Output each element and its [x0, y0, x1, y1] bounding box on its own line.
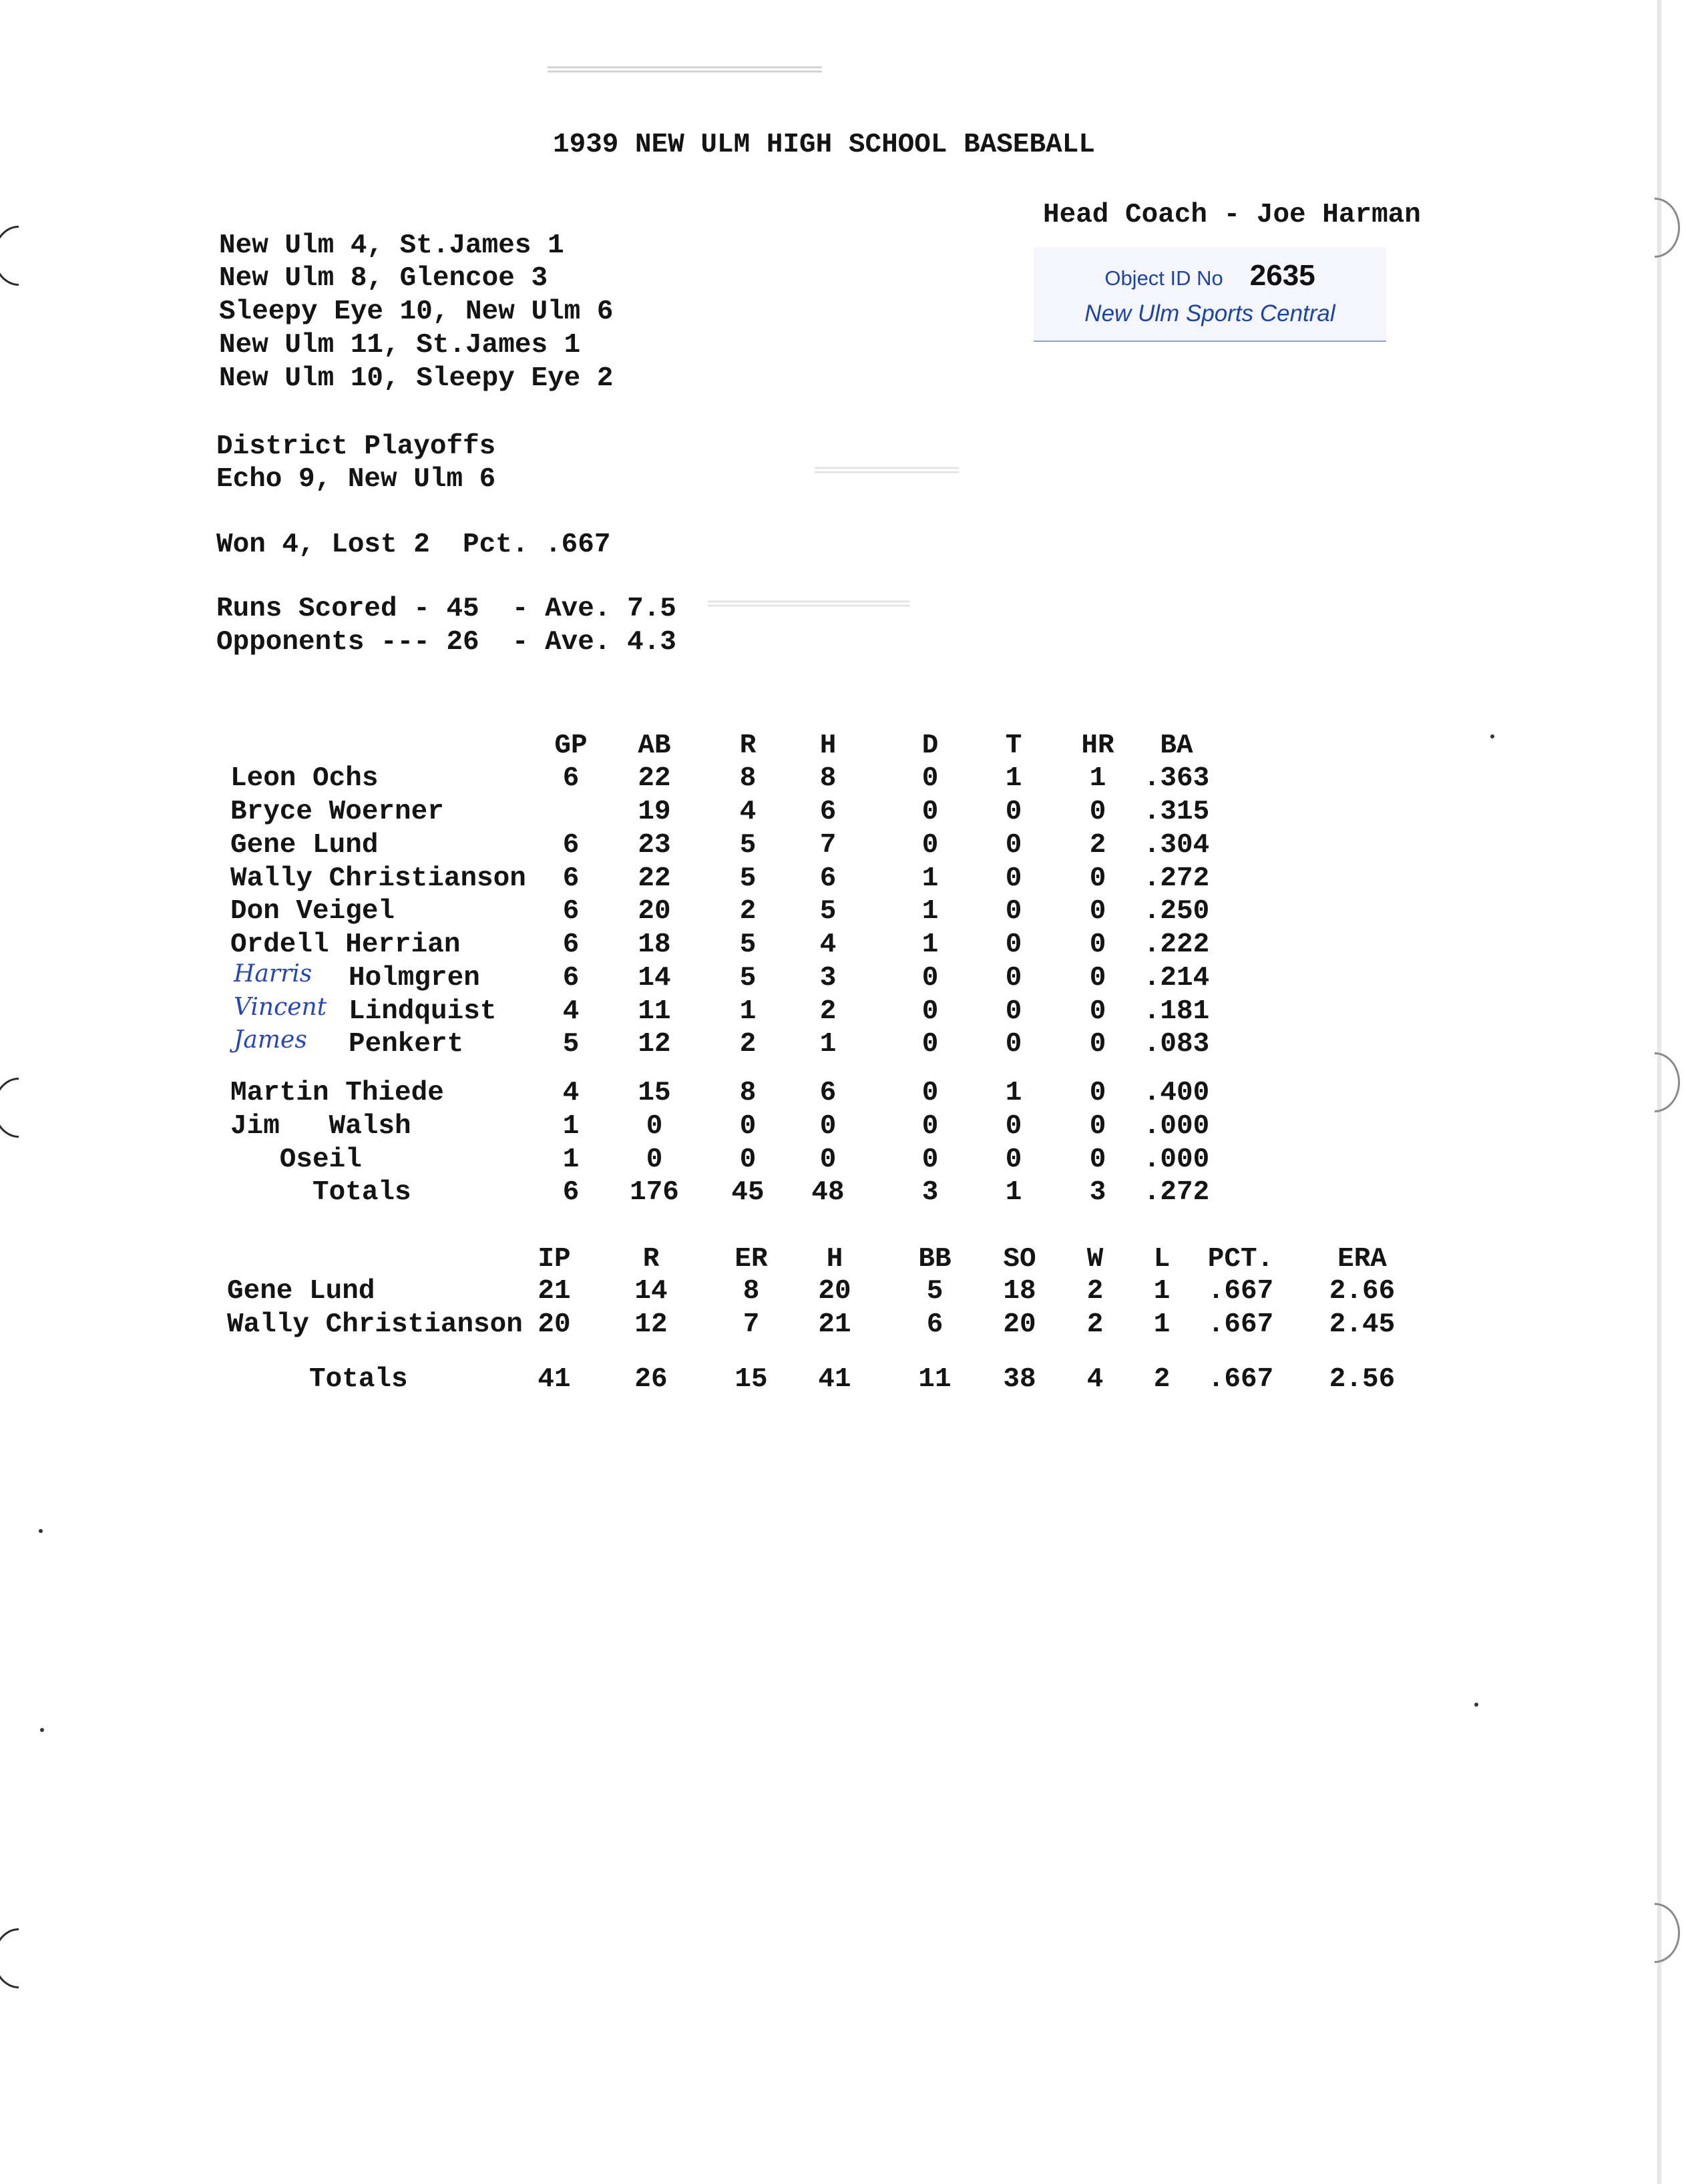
batting-cell: 6 — [562, 929, 580, 960]
batting-cell: 0 — [819, 1111, 837, 1142]
batting-cell: 6 — [819, 863, 837, 894]
pitching-cell: 12 — [634, 1309, 668, 1340]
paper-speck — [39, 1529, 43, 1533]
batting-cell: 8 — [739, 1078, 757, 1108]
pitching-cell: 41 — [818, 1364, 851, 1395]
pitching-cell: 1 — [1153, 1309, 1171, 1340]
pitching-header: SO — [1003, 1244, 1036, 1275]
batting-cell: .250 — [1143, 896, 1210, 927]
page-title: 1939 NEW ULM HIGH SCHOOL BASEBALL — [553, 130, 1095, 160]
batting-header-h: H — [819, 730, 837, 761]
batting-cell: 0 — [646, 1144, 663, 1175]
batting-cell: 11 — [638, 996, 671, 1027]
binder-hole — [0, 1078, 44, 1138]
pitching-cell: 14 — [634, 1276, 668, 1307]
pitching-header: W — [1086, 1244, 1104, 1275]
season-record: Won 4, Lost 2 Pct. .667 — [216, 529, 611, 560]
batting-cell: 0 — [921, 830, 939, 861]
batting-cell: 0 — [1005, 1111, 1022, 1142]
batting-header-gp: GP — [554, 730, 588, 761]
batting-cell: .000 — [1143, 1111, 1210, 1142]
batting-cell: 8 — [739, 763, 757, 794]
batting-cell: 0 — [921, 963, 939, 994]
batting-cell: 0 — [1089, 929, 1106, 960]
batting-cell: 18 — [638, 929, 671, 960]
pitching-cell: .667 — [1207, 1276, 1274, 1307]
batting-cell: 22 — [638, 863, 671, 894]
binder-hole — [1629, 1903, 1680, 1963]
batting-cell: 0 — [1005, 863, 1022, 894]
batting-header-ab: AB — [638, 730, 671, 761]
batting-cell: 1 — [819, 1029, 837, 1060]
pitching-cell: 2.56 — [1329, 1364, 1396, 1395]
batting-header-hr: HR — [1081, 730, 1114, 761]
batting-cell: 3 — [819, 963, 837, 994]
batting-cell: 20 — [638, 896, 671, 927]
batting-header-r: R — [739, 730, 757, 761]
batting-cell: 1 — [1089, 763, 1106, 794]
batting-cell: 0 — [1005, 896, 1022, 927]
batting-cell: 0 — [819, 1144, 837, 1175]
batting-cell: 2 — [739, 1029, 757, 1060]
batting-cell: 1 — [1005, 1177, 1022, 1208]
batting-player-name: Holmgren — [349, 963, 480, 994]
batting-cell: 0 — [921, 1111, 939, 1142]
object-id-prefix: Object ID No — [1104, 266, 1223, 290]
batting-cell: .272 — [1143, 1177, 1210, 1208]
pitching-player-name: Totals — [227, 1364, 408, 1395]
pitching-cell: 6 — [926, 1309, 943, 1340]
batting-cell: 0 — [1089, 1144, 1106, 1175]
batting-player-name: Lindquist — [349, 996, 497, 1027]
batting-cell: 12 — [638, 1029, 671, 1060]
batting-cell: 0 — [921, 1078, 939, 1108]
batting-player-name: Leon Ochs — [230, 763, 379, 794]
batting-cell: 8 — [819, 763, 837, 794]
game-result: New Ulm 8, Glencoe 3 — [219, 263, 548, 294]
batting-player-name: Gene Lund — [230, 830, 379, 861]
head-coach: Head Coach - Joe Harman — [1043, 200, 1421, 230]
batting-cell: 3 — [1089, 1177, 1106, 1208]
pitching-cell: 7 — [743, 1309, 760, 1340]
batting-cell: 176 — [630, 1177, 679, 1208]
batting-cell: 6 — [562, 863, 580, 894]
batting-cell: .304 — [1143, 830, 1210, 861]
batting-player-name: Martin Thiede — [230, 1078, 444, 1108]
batting-cell: 0 — [1089, 896, 1106, 927]
batting-cell: 4 — [819, 929, 837, 960]
batting-cell: 19 — [638, 797, 671, 827]
batting-cell: 0 — [1089, 1111, 1106, 1142]
runs-scored: Runs Scored - 45 - Ave. 7.5 — [216, 594, 676, 624]
game-result: New Ulm 11, St.James 1 — [219, 330, 581, 361]
batting-cell: 5 — [739, 830, 757, 861]
pitching-cell: 2.66 — [1329, 1276, 1396, 1307]
batting-cell: 23 — [638, 830, 671, 861]
batting-cell: 45 — [731, 1177, 765, 1208]
binder-hole — [1629, 198, 1680, 258]
binder-hole — [0, 226, 44, 286]
batting-cell: 2 — [819, 996, 837, 1027]
binder-hole — [0, 1928, 44, 1988]
batting-player-name: Totals — [230, 1177, 411, 1208]
batting-cell: 1 — [921, 929, 939, 960]
pitching-cell: 18 — [1003, 1276, 1036, 1307]
batting-cell: 1 — [1005, 1078, 1022, 1108]
game-result: New Ulm 10, Sleepy Eye 2 — [219, 363, 614, 394]
pitching-header: ERA — [1337, 1244, 1387, 1275]
bleed-through-text: ══════════════ — [708, 589, 910, 616]
batting-header-t: T — [1005, 730, 1022, 761]
pitching-cell: 20 — [538, 1309, 571, 1340]
batting-player-name: Don Veigel — [230, 896, 395, 927]
pitching-header: R — [642, 1244, 660, 1275]
pitching-cell: 38 — [1003, 1364, 1036, 1395]
pitching-cell: 21 — [538, 1276, 571, 1307]
batting-cell: 5 — [739, 929, 757, 960]
batting-player-name: Oseil — [230, 1144, 362, 1175]
handwritten-first-name: James — [234, 1026, 307, 1054]
pitching-cell: 2 — [1153, 1364, 1171, 1395]
batting-cell: 0 — [921, 1029, 939, 1060]
pitching-header: L — [1153, 1244, 1171, 1275]
batting-cell: .400 — [1143, 1078, 1210, 1108]
batting-cell: 6 — [562, 830, 580, 861]
batting-player-name: Wally Christianson — [230, 863, 526, 894]
batting-player-name: Ordell Herrian — [230, 929, 461, 960]
playoffs-result: Echo 9, New Ulm 6 — [216, 464, 496, 495]
batting-cell: 0 — [1089, 797, 1106, 827]
batting-cell: 0 — [1089, 1029, 1106, 1060]
batting-cell: 3 — [921, 1177, 939, 1208]
pitching-header: IP — [538, 1244, 571, 1275]
batting-cell: 0 — [646, 1111, 663, 1142]
batting-cell: 1 — [921, 863, 939, 894]
batting-cell: 2 — [739, 896, 757, 927]
pitching-cell: 2 — [1086, 1309, 1104, 1340]
batting-cell: 0 — [921, 797, 939, 827]
paper-speck — [1490, 734, 1494, 738]
batting-cell: 1 — [739, 996, 757, 1027]
pitching-cell: 5 — [926, 1276, 943, 1307]
batting-cell: 0 — [1005, 797, 1022, 827]
batting-cell: 1 — [562, 1111, 580, 1142]
batting-cell: 0 — [1005, 963, 1022, 994]
batting-cell: 0 — [921, 996, 939, 1027]
batting-cell: 14 — [638, 963, 671, 994]
batting-cell: 6 — [819, 797, 837, 827]
batting-header-d: D — [921, 730, 939, 761]
pitching-cell: 21 — [818, 1309, 851, 1340]
batting-cell: 1 — [1005, 763, 1022, 794]
pitching-cell: 41 — [538, 1364, 571, 1395]
pitching-player-name: Gene Lund — [227, 1276, 375, 1307]
batting-cell: .181 — [1143, 996, 1210, 1027]
batting-cell: .315 — [1143, 797, 1210, 827]
batting-cell: 0 — [1089, 863, 1106, 894]
batting-cell: 0 — [1005, 996, 1022, 1027]
batting-cell: 0 — [1089, 963, 1106, 994]
batting-cell: 2 — [1089, 830, 1106, 861]
batting-player-name: Jim Walsh — [230, 1111, 411, 1142]
batting-cell: 15 — [638, 1078, 671, 1108]
batting-cell: 48 — [811, 1177, 845, 1208]
object-id-org: New Ulm Sports Central — [1084, 300, 1335, 326]
pitching-header: ER — [734, 1244, 768, 1275]
batting-cell: 0 — [739, 1144, 757, 1175]
pitching-cell: 15 — [734, 1364, 768, 1395]
batting-cell: 0 — [1005, 1144, 1022, 1175]
bleed-through-text: ═══════════════════ — [548, 55, 822, 82]
pitching-cell: 20 — [818, 1276, 851, 1307]
batting-cell: 4 — [562, 996, 580, 1027]
batting-cell: .222 — [1143, 929, 1210, 960]
batting-cell: .083 — [1143, 1029, 1210, 1060]
batting-cell: .214 — [1143, 963, 1210, 994]
batting-player-name: Bryce Woerner — [230, 797, 444, 827]
pitching-cell: 1 — [1153, 1276, 1171, 1307]
batting-cell: .000 — [1143, 1144, 1210, 1175]
batting-cell: 0 — [1089, 996, 1106, 1027]
batting-cell: 4 — [562, 1078, 580, 1108]
batting-cell: .272 — [1143, 863, 1210, 894]
pitching-cell: 26 — [634, 1364, 668, 1395]
batting-cell: 6 — [562, 763, 580, 794]
batting-cell: 5 — [739, 863, 757, 894]
batting-cell: 6 — [562, 1177, 580, 1208]
batting-cell: 0 — [1005, 929, 1022, 960]
handwritten-first-name: Harris — [234, 960, 312, 988]
opponents-runs: Opponents --- 26 - Ave. 4.3 — [216, 627, 676, 658]
batting-cell: 0 — [921, 1144, 939, 1175]
batting-player-name: Penkert — [349, 1029, 464, 1060]
pitching-player-name: Wally Christianson — [227, 1309, 523, 1340]
pitching-cell: 20 — [1003, 1309, 1036, 1340]
batting-cell: 0 — [1005, 1029, 1022, 1060]
pitching-header: PCT. — [1207, 1244, 1274, 1275]
batting-cell: .363 — [1143, 763, 1210, 794]
pitching-cell: 4 — [1086, 1364, 1104, 1395]
pitching-cell: 2.45 — [1329, 1309, 1396, 1340]
game-result: New Ulm 4, St.James 1 — [219, 230, 564, 261]
batting-cell: 0 — [739, 1111, 757, 1142]
batting-cell: 5 — [819, 896, 837, 927]
pitching-cell: .667 — [1207, 1309, 1274, 1340]
game-result: Sleepy Eye 10, New Ulm 6 — [219, 296, 614, 327]
object-id-number: 2635 — [1249, 259, 1315, 292]
batting-cell: 6 — [819, 1078, 837, 1108]
batting-header-ba: BA — [1160, 730, 1193, 761]
pitching-cell: 8 — [743, 1276, 760, 1307]
batting-cell: 0 — [921, 763, 939, 794]
paper-speck — [1474, 1703, 1478, 1707]
bleed-through-text: ══════════ — [815, 455, 960, 483]
batting-cell: 5 — [739, 963, 757, 994]
batting-cell: 6 — [562, 896, 580, 927]
pitching-header: H — [826, 1244, 843, 1275]
batting-cell: 22 — [638, 763, 671, 794]
batting-cell: 1 — [921, 896, 939, 927]
binder-hole — [1629, 1052, 1680, 1112]
batting-cell: 0 — [1005, 830, 1022, 861]
batting-cell: 1 — [562, 1144, 580, 1175]
batting-cell: 0 — [1089, 1078, 1106, 1108]
pitching-cell: 11 — [918, 1364, 952, 1395]
pitching-cell: .667 — [1207, 1364, 1274, 1395]
pitching-header: BB — [918, 1244, 952, 1275]
object-id-label — [1034, 247, 1386, 342]
batting-cell: 4 — [739, 797, 757, 827]
handwritten-first-name: Vincent — [234, 994, 327, 1021]
playoffs-heading: District Playoffs — [216, 431, 496, 462]
batting-cell: 7 — [819, 830, 837, 861]
batting-cell: 6 — [562, 963, 580, 994]
paper-speck — [40, 1728, 44, 1732]
batting-cell: 5 — [562, 1029, 580, 1060]
pitching-cell: 2 — [1086, 1276, 1104, 1307]
